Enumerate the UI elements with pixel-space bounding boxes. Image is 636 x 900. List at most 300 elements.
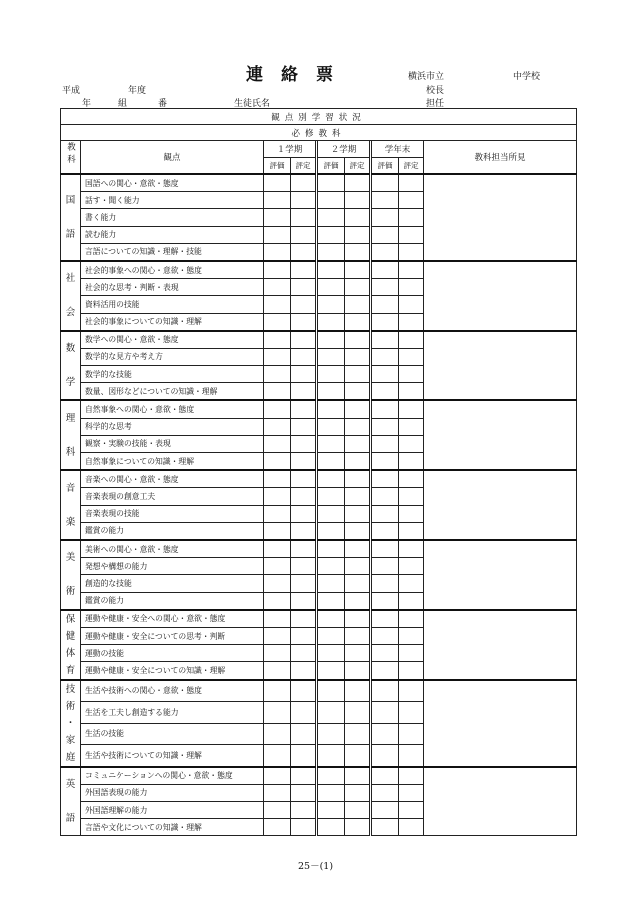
eval-header: 評価: [264, 158, 291, 175]
eval-cell[interactable]: [264, 174, 291, 192]
viewpoint-label: 外国語理解の能力: [81, 802, 264, 819]
teacher-comment-cell[interactable]: [424, 680, 577, 767]
eval-cell[interactable]: [318, 745, 345, 767]
eval-cell[interactable]: [372, 453, 399, 471]
rating-cell[interactable]: [399, 209, 424, 226]
eval-header: 評価: [372, 158, 399, 175]
eval-cell[interactable]: [318, 435, 345, 452]
rating-cell[interactable]: [345, 540, 370, 558]
subject-column-header: [61, 141, 81, 175]
eval-cell[interactable]: [318, 192, 345, 209]
rating-cell[interactable]: [399, 296, 424, 313]
eval-cell[interactable]: [372, 243, 399, 261]
eval-cell[interactable]: [318, 627, 345, 644]
eval-cell[interactable]: [318, 261, 345, 279]
rating-cell[interactable]: [291, 488, 316, 505]
viewpoint-label: 音楽表現の技能: [81, 505, 264, 522]
rating-cell[interactable]: [399, 453, 424, 471]
rating-cell[interactable]: [399, 745, 424, 767]
rating-cell[interactable]: [291, 174, 316, 192]
eval-cell[interactable]: [318, 723, 345, 744]
rating-cell[interactable]: [291, 261, 316, 279]
eval-cell[interactable]: [318, 209, 345, 226]
viewpoint-label: 発想や構想の能力: [81, 558, 264, 575]
rating-cell[interactable]: [399, 435, 424, 452]
rating-cell[interactable]: [399, 610, 424, 628]
rating-cell[interactable]: [399, 418, 424, 435]
rating-cell[interactable]: [291, 592, 316, 610]
eval-cell[interactable]: [372, 784, 399, 801]
eval-cell[interactable]: [318, 592, 345, 610]
viewpoint-column-header: 観点: [81, 141, 264, 175]
rating-cell[interactable]: [399, 767, 424, 785]
teacher-comment-header: 教科担当所見: [424, 141, 577, 175]
rating-cell[interactable]: [291, 418, 316, 435]
eval-cell[interactable]: [264, 627, 291, 644]
eval-cell[interactable]: [318, 243, 345, 261]
eval-cell[interactable]: [318, 383, 345, 401]
eval-cell[interactable]: [372, 435, 399, 452]
eval-cell[interactable]: [372, 702, 399, 723]
rating-cell[interactable]: [345, 313, 370, 331]
rating-header: 評定: [399, 158, 424, 175]
evaluation-table: [60, 108, 577, 836]
eval-cell[interactable]: [264, 575, 291, 592]
rating-cell[interactable]: [399, 784, 424, 801]
rating-cell[interactable]: [345, 331, 370, 349]
eval-cell[interactable]: [318, 522, 345, 540]
rating-cell[interactable]: [399, 470, 424, 488]
term-1-header: １学期: [264, 141, 316, 158]
rating-cell[interactable]: [399, 592, 424, 610]
eval-cell[interactable]: [372, 261, 399, 279]
rating-cell[interactable]: [345, 383, 370, 401]
eval-cell[interactable]: [372, 279, 399, 296]
rating-cell[interactable]: [399, 702, 424, 723]
viewpoint-label: 外国語表現の能力: [81, 784, 264, 801]
rating-cell[interactable]: [291, 540, 316, 558]
subject-name: 保 健 体 育: [61, 610, 81, 680]
eval-cell[interactable]: [372, 645, 399, 662]
rating-cell[interactable]: [345, 767, 370, 785]
rating-cell[interactable]: [291, 279, 316, 296]
eval-cell[interactable]: [372, 331, 399, 349]
rating-cell[interactable]: [291, 784, 316, 801]
viewpoint-label: 鑑賞の能力: [81, 592, 264, 610]
rating-cell[interactable]: [291, 435, 316, 452]
rating-cell[interactable]: [291, 680, 316, 702]
rating-cell[interactable]: [345, 558, 370, 575]
term-final-header: 学年末: [372, 141, 424, 158]
rating-header: 評定: [291, 158, 316, 175]
eval-cell[interactable]: [264, 470, 291, 488]
rating-cell[interactable]: [345, 348, 370, 365]
eval-cell[interactable]: [264, 400, 291, 418]
eval-cell[interactable]: [318, 279, 345, 296]
eval-cell[interactable]: [264, 453, 291, 471]
eval-cell[interactable]: [318, 366, 345, 383]
rating-cell[interactable]: [399, 680, 424, 702]
rating-cell[interactable]: [399, 279, 424, 296]
rating-cell[interactable]: [399, 192, 424, 209]
rating-cell[interactable]: [291, 702, 316, 723]
viewpoint-label: 数学的な技能: [81, 366, 264, 383]
rating-cell[interactable]: [291, 313, 316, 331]
eval-cell[interactable]: [372, 470, 399, 488]
eval-cell[interactable]: [264, 745, 291, 767]
eval-cell[interactable]: [372, 174, 399, 192]
eval-cell[interactable]: [318, 418, 345, 435]
eval-cell[interactable]: [372, 400, 399, 418]
eval-cell[interactable]: [264, 261, 291, 279]
teacher-comment-cell[interactable]: [424, 400, 577, 470]
eval-cell[interactable]: [372, 505, 399, 522]
eval-cell[interactable]: [264, 610, 291, 628]
eval-cell[interactable]: [264, 418, 291, 435]
rating-cell[interactable]: [345, 522, 370, 540]
eval-cell[interactable]: [318, 702, 345, 723]
eval-cell[interactable]: [264, 243, 291, 261]
rating-cell[interactable]: [345, 296, 370, 313]
eval-cell[interactable]: [264, 192, 291, 209]
eval-cell[interactable]: [318, 348, 345, 365]
eval-cell[interactable]: [318, 767, 345, 785]
rating-cell[interactable]: [345, 802, 370, 819]
table-row: [61, 400, 577, 418]
viewpoint-label: 社会的な思考・判断・表現: [81, 279, 264, 296]
rating-cell[interactable]: [291, 383, 316, 401]
rating-cell[interactable]: [345, 366, 370, 383]
rating-cell[interactable]: [291, 400, 316, 418]
rating-cell[interactable]: [291, 745, 316, 767]
eval-cell[interactable]: [372, 558, 399, 575]
eval-cell[interactable]: [372, 610, 399, 628]
eval-cell[interactable]: [264, 331, 291, 349]
subsection-title: 必修教科: [61, 125, 577, 141]
eval-cell[interactable]: [318, 400, 345, 418]
rating-cell[interactable]: [399, 226, 424, 243]
rating-cell[interactable]: [291, 505, 316, 522]
teacher-comment-cell[interactable]: [424, 540, 577, 610]
viewpoint-label: 数量、図形などについての知識・理解: [81, 383, 264, 401]
rating-cell[interactable]: [291, 296, 316, 313]
eval-cell[interactable]: [264, 488, 291, 505]
teacher-comment-cell[interactable]: [424, 174, 577, 261]
eval-cell[interactable]: [264, 279, 291, 296]
section-title: 観点別学習状況: [61, 109, 577, 125]
rating-cell[interactable]: [291, 819, 316, 836]
teacher-comment-cell[interactable]: [424, 261, 577, 331]
eval-cell[interactable]: [318, 645, 345, 662]
rating-cell[interactable]: [345, 819, 370, 836]
rating-cell[interactable]: [291, 243, 316, 261]
rating-cell[interactable]: [399, 261, 424, 279]
eval-cell[interactable]: [264, 645, 291, 662]
page-title: 連絡票: [246, 65, 351, 85]
year-label: 年度: [128, 86, 147, 96]
class-label: 組: [118, 99, 128, 109]
subject-header-text: 教科: [65, 142, 76, 167]
rating-cell[interactable]: [345, 723, 370, 744]
viewpoint-label: 言語についての知識・理解・技能: [81, 243, 264, 261]
table-row: [61, 767, 577, 785]
rating-cell[interactable]: [399, 243, 424, 261]
rating-cell[interactable]: [291, 802, 316, 819]
rating-cell[interactable]: [399, 627, 424, 644]
subject-name: 社 会: [61, 261, 81, 331]
eval-cell[interactable]: [372, 627, 399, 644]
page-number: 25－(1): [298, 861, 334, 872]
rating-cell[interactable]: [345, 279, 370, 296]
eval-cell[interactable]: [372, 226, 399, 243]
teacher-comment-cell[interactable]: [424, 767, 577, 836]
eval-cell[interactable]: [318, 784, 345, 801]
eval-cell[interactable]: [318, 575, 345, 592]
rating-cell[interactable]: [399, 819, 424, 836]
eval-cell[interactable]: [372, 313, 399, 331]
eval-cell[interactable]: [372, 383, 399, 401]
rating-cell[interactable]: [399, 348, 424, 365]
rating-cell[interactable]: [345, 745, 370, 767]
subject-name: 数 学: [61, 331, 81, 401]
rating-cell[interactable]: [291, 470, 316, 488]
eval-cell[interactable]: [318, 331, 345, 349]
eval-cell[interactable]: [318, 313, 345, 331]
eval-cell[interactable]: [372, 348, 399, 365]
viewpoint-label: 鑑賞の能力: [81, 522, 264, 540]
viewpoint-label: 生活や技術についての知識・理解: [81, 745, 264, 767]
eval-cell[interactable]: [372, 819, 399, 836]
subject-name: 理 科: [61, 400, 81, 470]
rating-cell[interactable]: [399, 558, 424, 575]
eval-cell[interactable]: [318, 470, 345, 488]
rating-cell[interactable]: [345, 645, 370, 662]
eval-cell[interactable]: [372, 745, 399, 767]
rating-cell[interactable]: [291, 348, 316, 365]
eval-cell[interactable]: [372, 540, 399, 558]
eval-cell[interactable]: [318, 505, 345, 522]
table-row: [61, 540, 577, 558]
rating-cell[interactable]: [291, 610, 316, 628]
principal-label: 校長: [426, 86, 445, 96]
rating-cell[interactable]: [345, 209, 370, 226]
table-row: [61, 174, 577, 192]
eval-cell[interactable]: [264, 296, 291, 313]
eval-cell[interactable]: [318, 802, 345, 819]
viewpoint-label: 読む能力: [81, 226, 264, 243]
viewpoint-label: 音楽表現の創意工夫: [81, 488, 264, 505]
number-label: 番: [158, 99, 168, 109]
rating-cell[interactable]: [345, 174, 370, 192]
eval-cell[interactable]: [264, 348, 291, 365]
subject-name: 技 術 ・ 家 庭: [61, 680, 81, 767]
rating-cell[interactable]: [291, 453, 316, 471]
eval-cell[interactable]: [318, 819, 345, 836]
rating-cell[interactable]: [399, 522, 424, 540]
rating-cell[interactable]: [291, 723, 316, 744]
eval-cell[interactable]: [318, 296, 345, 313]
rating-cell[interactable]: [399, 488, 424, 505]
eval-cell[interactable]: [264, 680, 291, 702]
eval-cell[interactable]: [372, 592, 399, 610]
viewpoint-label: 資料活用の技能: [81, 296, 264, 313]
eval-cell[interactable]: [372, 575, 399, 592]
eval-cell[interactable]: [318, 488, 345, 505]
rating-cell[interactable]: [345, 261, 370, 279]
eval-cell[interactable]: [318, 610, 345, 628]
eval-cell[interactable]: [372, 522, 399, 540]
viewpoint-label: 運動の技能: [81, 645, 264, 662]
eval-cell[interactable]: [264, 313, 291, 331]
rating-cell[interactable]: [291, 575, 316, 592]
rating-header: 評定: [345, 158, 370, 175]
eval-cell[interactable]: [264, 767, 291, 785]
viewpoint-label: 運動や健康・安全についての知識・理解: [81, 662, 264, 680]
rating-cell[interactable]: [345, 662, 370, 680]
eval-cell[interactable]: [264, 505, 291, 522]
viewpoint-label: 社会的事象についての知識・理解: [81, 313, 264, 331]
rating-cell[interactable]: [345, 610, 370, 628]
rating-cell[interactable]: [399, 400, 424, 418]
teacher-comment-cell[interactable]: [424, 470, 577, 540]
viewpoint-label: 創造的な技能: [81, 575, 264, 592]
teacher-comment-cell[interactable]: [424, 610, 577, 680]
eval-cell[interactable]: [264, 383, 291, 401]
eval-cell[interactable]: [372, 767, 399, 785]
rating-cell[interactable]: [291, 522, 316, 540]
homeroom-label: 担任: [426, 99, 445, 109]
rating-cell[interactable]: [399, 662, 424, 680]
rating-cell[interactable]: [291, 226, 316, 243]
eval-cell[interactable]: [264, 209, 291, 226]
eval-cell[interactable]: [264, 522, 291, 540]
eval-cell[interactable]: [264, 558, 291, 575]
teacher-comment-cell[interactable]: [424, 331, 577, 401]
rating-cell[interactable]: [291, 209, 316, 226]
eval-cell[interactable]: [264, 226, 291, 243]
eval-cell[interactable]: [372, 366, 399, 383]
eval-cell[interactable]: [372, 802, 399, 819]
rating-cell[interactable]: [399, 366, 424, 383]
rating-cell[interactable]: [345, 192, 370, 209]
rating-cell[interactable]: [291, 331, 316, 349]
eval-cell[interactable]: [318, 680, 345, 702]
viewpoint-label: コミュニケーションへの関心・意欲・態度: [81, 767, 264, 785]
rating-cell[interactable]: [399, 575, 424, 592]
rating-cell[interactable]: [399, 540, 424, 558]
rating-cell[interactable]: [291, 645, 316, 662]
rating-cell[interactable]: [345, 702, 370, 723]
viewpoint-label: 生活や技術への関心・意欲・態度: [81, 680, 264, 702]
rating-cell[interactable]: [345, 435, 370, 452]
eval-cell[interactable]: [264, 592, 291, 610]
eval-cell[interactable]: [318, 540, 345, 558]
rating-cell[interactable]: [345, 627, 370, 644]
era-label: 平成: [62, 86, 81, 96]
rating-cell[interactable]: [345, 418, 370, 435]
viewpoint-label: 美術への関心・意欲・態度: [81, 540, 264, 558]
eval-cell[interactable]: [264, 819, 291, 836]
rating-cell[interactable]: [345, 680, 370, 702]
rating-cell[interactable]: [345, 488, 370, 505]
eval-cell[interactable]: [264, 723, 291, 744]
rating-cell[interactable]: [291, 192, 316, 209]
eval-cell[interactable]: [372, 662, 399, 680]
school-suffix: 中学校: [513, 72, 541, 82]
eval-cell[interactable]: [264, 784, 291, 801]
rating-cell[interactable]: [345, 243, 370, 261]
rating-cell[interactable]: [345, 592, 370, 610]
rating-cell[interactable]: [345, 575, 370, 592]
rating-cell[interactable]: [399, 802, 424, 819]
eval-cell[interactable]: [372, 296, 399, 313]
eval-cell[interactable]: [264, 366, 291, 383]
table-row: [61, 331, 577, 349]
rating-cell[interactable]: [399, 383, 424, 401]
eval-cell[interactable]: [318, 662, 345, 680]
eval-cell[interactable]: [264, 802, 291, 819]
eval-cell[interactable]: [318, 174, 345, 192]
rating-cell[interactable]: [399, 313, 424, 331]
viewpoint-label: 運動や健康・安全についての思考・判断: [81, 627, 264, 644]
rating-cell[interactable]: [345, 226, 370, 243]
viewpoint-label: 数学的な見方や考え方: [81, 348, 264, 365]
rating-cell[interactable]: [399, 331, 424, 349]
rating-cell[interactable]: [399, 174, 424, 192]
viewpoint-label: 生活を工夫し創造する能力: [81, 702, 264, 723]
viewpoint-label: 科学的な思考: [81, 418, 264, 435]
term-2-header: ２学期: [318, 141, 370, 158]
subject-name: 国 語: [61, 174, 81, 261]
rating-cell[interactable]: [291, 662, 316, 680]
eval-cell[interactable]: [318, 558, 345, 575]
rating-cell[interactable]: [345, 400, 370, 418]
eval-cell[interactable]: [264, 662, 291, 680]
rating-cell[interactable]: [291, 627, 316, 644]
viewpoint-label: 話す・聞く能力: [81, 192, 264, 209]
rating-cell[interactable]: [291, 366, 316, 383]
rating-cell[interactable]: [399, 505, 424, 522]
rating-cell[interactable]: [291, 767, 316, 785]
rating-cell[interactable]: [291, 558, 316, 575]
grade-label: 年: [82, 99, 92, 109]
eval-cell[interactable]: [264, 702, 291, 723]
viewpoint-label: 運動や健康・安全への関心・意欲・態度: [81, 610, 264, 628]
eval-cell[interactable]: [264, 435, 291, 452]
eval-cell[interactable]: [372, 723, 399, 744]
eval-cell[interactable]: [372, 192, 399, 209]
eval-cell[interactable]: [318, 453, 345, 471]
viewpoint-label: 数学への関心・意欲・態度: [81, 331, 264, 349]
subject-name: 美 術: [61, 540, 81, 610]
rating-cell[interactable]: [399, 723, 424, 744]
eval-header: 評価: [318, 158, 345, 175]
eval-cell[interactable]: [372, 680, 399, 702]
eval-cell[interactable]: [372, 209, 399, 226]
rating-cell[interactable]: [399, 645, 424, 662]
rating-cell[interactable]: [345, 453, 370, 471]
eval-cell[interactable]: [318, 226, 345, 243]
rating-cell[interactable]: [345, 784, 370, 801]
eval-cell[interactable]: [372, 418, 399, 435]
viewpoint-label: 言語や文化についての知識・理解: [81, 819, 264, 836]
viewpoint-label: 音楽への関心・意欲・態度: [81, 470, 264, 488]
rating-cell[interactable]: [345, 505, 370, 522]
eval-cell[interactable]: [264, 540, 291, 558]
rating-cell[interactable]: [345, 470, 370, 488]
eval-cell[interactable]: [372, 488, 399, 505]
table-row: [61, 680, 577, 702]
